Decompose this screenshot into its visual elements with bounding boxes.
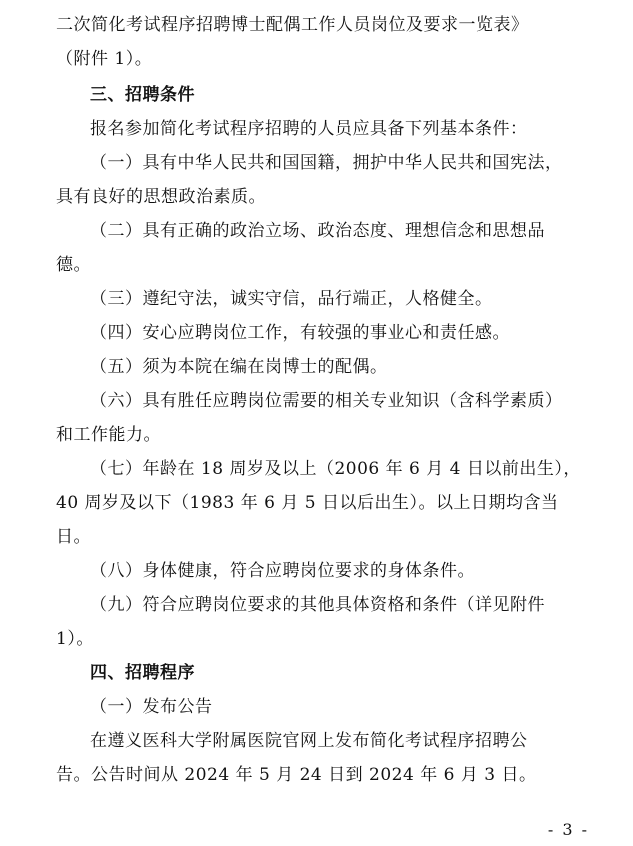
text-line: 报名参加简化考试程序招聘的人员应具备下列基本条件：: [90, 119, 528, 139]
text-line: 二次简化考试程序招聘博士配偶工作人员岗位及要求一览表》: [56, 15, 529, 35]
text-line: 和工作能力。: [56, 425, 161, 445]
text-line: （三）遵纪守法，诚实守信，品行端正，人格健全。: [90, 289, 493, 309]
text-line: 在遵义医科大学附属医院官网上发布简化考试程序招聘公: [90, 731, 528, 751]
section-heading: 三、招聘条件: [90, 85, 195, 105]
text-line: 40 周岁及以下（1983 年 6 月 5 日以后出生）。以上日期均含当: [56, 493, 559, 513]
text-line: （九）符合应聘岗位要求的其他具体资格和条件（详见附件: [90, 595, 545, 615]
text-line: （二）具有正确的政治立场、政治态度、理想信念和思想品: [90, 221, 545, 241]
text-line: （八）身体健康，符合应聘岗位要求的身体条件。: [90, 561, 475, 581]
text-line: （附件 1）。: [56, 49, 153, 69]
text-line: （七）年龄在 18 周岁及以上（2006 年 6 月 4 日以前出生），: [90, 459, 581, 479]
text-line: （六）具有胜任应聘岗位需要的相关专业知识（含科学素质）: [90, 391, 563, 411]
text-line: （五）须为本院在编在岗博士的配偶。: [90, 357, 388, 377]
text-line: 1）。: [56, 629, 94, 649]
section-heading: 四、招聘程序: [90, 663, 195, 683]
text-line: 日。: [56, 527, 91, 547]
page-number: - 3 -: [547, 820, 589, 839]
text-line: 具有良好的思想政治素质。: [56, 187, 266, 207]
text-line: （四）安心应聘岗位工作，有较强的事业心和责任感。: [90, 323, 510, 343]
text-line: 德。: [56, 255, 91, 275]
text-line: （一）发布公告: [90, 697, 213, 717]
text-line: （一）具有中华人民共和国国籍，拥护中华人民共和国宪法，: [90, 153, 563, 173]
text-line: 告。公告时间从 2024 年 5 月 24 日到 2024 年 6 月 3 日。: [56, 765, 537, 785]
